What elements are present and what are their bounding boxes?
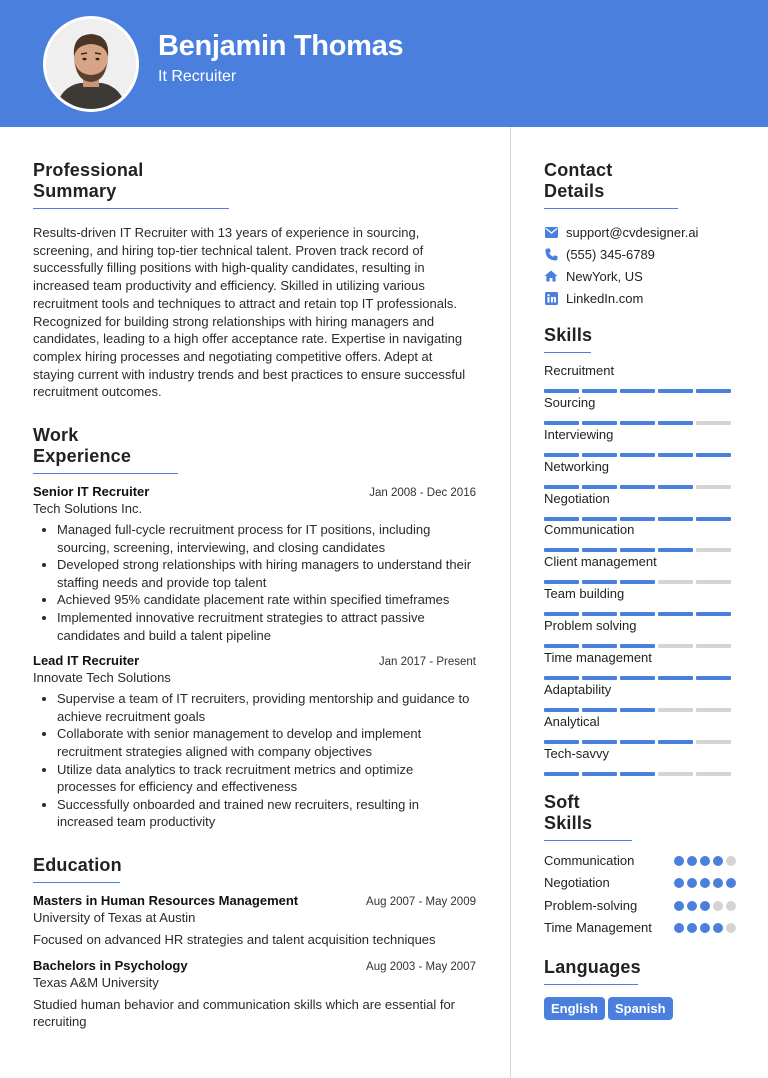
level-segment (544, 708, 579, 712)
bullet-item: • Achieved 95% candidate placement rate within specified timeframes (57, 591, 476, 609)
level-segment (620, 517, 655, 521)
soft-skill-item (544, 919, 736, 937)
rating-dot (726, 901, 736, 911)
education-date: Aug 2007 - May 2009 (366, 895, 476, 908)
level-segment (620, 708, 655, 712)
level-segment (582, 676, 617, 680)
soft-skills-section (544, 792, 736, 937)
education-header (33, 893, 476, 908)
rating-dot (726, 878, 736, 888)
candidate-name: Benjamin Thomas (158, 30, 404, 62)
level-segment (658, 772, 693, 776)
contact-text: LinkedIn.com (566, 290, 644, 306)
contact-text: (555) 345-6789 (566, 246, 655, 262)
level-segment (696, 389, 731, 393)
level-segment (582, 453, 617, 457)
skill-item (544, 491, 736, 523)
level-segment (696, 676, 731, 680)
contact-text: NewYork, US (566, 268, 643, 284)
main-column (33, 160, 476, 1031)
contact-item (544, 221, 736, 243)
job-header (33, 484, 476, 499)
rating-dot (713, 901, 723, 911)
level-segment (620, 453, 655, 457)
level-segment (658, 708, 693, 712)
education-header (33, 958, 476, 973)
skill-item (544, 363, 736, 395)
education-description: Focused on advanced HR strategies and talent acquisition techniques (33, 931, 436, 947)
level-segment (658, 453, 693, 457)
contact-list (544, 221, 736, 309)
profile-photo (46, 19, 136, 109)
job-bullets (33, 690, 476, 831)
job-entry (33, 653, 476, 831)
level-segment (582, 548, 617, 552)
level-segment (620, 772, 655, 776)
soft-skill-rating (674, 856, 736, 870)
degree-title: Masters in Human Resources Management (33, 892, 299, 908)
level-segment (544, 612, 579, 616)
level-segment (696, 517, 731, 521)
bullet-item: • Supervise a team of IT recruiters, providing mentorship and guidance to achieve recruitment goals (57, 690, 476, 725)
job-entry (33, 484, 476, 644)
level-segment (620, 421, 655, 425)
level-segment (582, 517, 617, 521)
job-list (33, 484, 476, 831)
rating-dot (687, 923, 697, 933)
language-badge: English (544, 997, 605, 1020)
section-heading: Work Experience (33, 425, 178, 474)
level-segment (582, 612, 617, 616)
level-segment (696, 485, 731, 489)
skills-section (544, 325, 736, 778)
skill-level-bar (544, 580, 736, 584)
soft-skill-rating (674, 878, 736, 892)
skill-name: Client management (544, 554, 657, 570)
skill-item (544, 554, 736, 586)
languages-section (544, 957, 736, 1020)
rating-dot (674, 901, 684, 911)
job-company: Tech Solutions Inc. (33, 501, 143, 517)
candidate-title: It Recruiter (158, 68, 237, 85)
skill-item (544, 427, 736, 459)
avatar (43, 16, 139, 112)
education-entry (33, 893, 476, 949)
education-entry (33, 958, 476, 1031)
section-heading: Skills (544, 325, 591, 353)
envelope-icon (544, 225, 558, 239)
skill-item (544, 746, 736, 778)
level-segment (620, 676, 655, 680)
level-segment (620, 389, 655, 393)
level-segment (658, 421, 693, 425)
rating-dot (674, 856, 684, 866)
level-segment (620, 485, 655, 489)
soft-skill-name: Negotiation (544, 875, 610, 891)
level-segment (658, 389, 693, 393)
education-list (33, 893, 476, 1031)
language-badge: Spanish (608, 997, 673, 1020)
summary-text: Results-driven IT Recruiter with 13 years of experience in sourcing, screening, and hiring top-tier technical talent. Proven track record of successfully filling positions with high-quality candidates, resulting in increased team productivity and efficiency. Skilled in utilizing various recruitment tools and techniques to attract and retain top IT professionals. Recognized for building strong relationships with hiring managers and candidates, leading to a high offer acceptance rate. Expertise in navigating complex hiring processes and negotiating competitive offers. Adept at staying current with industry trends and best practices to ensure successful recruitment outcomes. (33, 225, 466, 400)
bullet-item: • Collaborate with senior management to develop and implement recruitment strategies aligned with company objectives (57, 725, 476, 760)
bullet-item: • Successfully onboarded and trained new recruiters, resulting in increased team productivity (57, 796, 476, 831)
level-segment (696, 644, 731, 648)
section-heading: Soft Skills (544, 792, 632, 841)
level-segment (544, 644, 579, 648)
skill-level-bar (544, 485, 736, 489)
section-heading: Languages (544, 957, 638, 985)
skill-name: Analytical (544, 713, 600, 729)
skill-level-bar (544, 772, 736, 776)
level-segment (544, 517, 579, 521)
degree-title: Bachelors in Psychology (33, 957, 188, 973)
section-heading: Professional Summary (33, 160, 229, 209)
rating-dot (687, 856, 697, 866)
level-segment (544, 580, 579, 584)
phone-icon (544, 247, 558, 261)
level-segment (620, 580, 655, 584)
bullet-item: • Utilize data analytics to track recruitment metrics and optimize processes for efficiency and effectiveness (57, 761, 476, 796)
soft-skill-list (544, 852, 736, 937)
level-segment (544, 548, 579, 552)
rating-dot (700, 923, 710, 933)
section-heading: Education (33, 855, 120, 883)
level-segment (582, 740, 617, 744)
level-segment (696, 453, 731, 457)
skill-item (544, 618, 736, 650)
level-segment (544, 485, 579, 489)
linkedin-icon (544, 291, 558, 305)
skill-level-bar (544, 548, 736, 552)
skill-item (544, 395, 736, 427)
rating-dot (713, 856, 723, 866)
rating-dot (687, 878, 697, 888)
skill-name: Sourcing (544, 394, 596, 410)
skill-level-bar (544, 389, 736, 393)
level-segment (582, 580, 617, 584)
education-section (33, 855, 476, 1031)
level-segment (582, 708, 617, 712)
level-segment (696, 740, 731, 744)
level-segment (582, 421, 617, 425)
skill-level-bar (544, 453, 736, 457)
rating-dot (700, 856, 710, 866)
rating-dot (700, 878, 710, 888)
contact-item (544, 243, 736, 265)
contact-text: support@cvdesigner.ai (566, 224, 699, 240)
skill-name: Networking (544, 458, 610, 474)
job-title: Lead IT Recruiter (33, 653, 140, 669)
level-segment (582, 772, 617, 776)
column-divider (510, 127, 511, 1078)
level-segment (658, 485, 693, 489)
skill-item (544, 650, 736, 682)
level-segment (658, 612, 693, 616)
skill-item (544, 682, 736, 714)
level-segment (620, 644, 655, 648)
rating-dot (713, 923, 723, 933)
level-segment (658, 517, 693, 521)
experience-section (33, 425, 476, 831)
level-segment (658, 548, 693, 552)
skill-name: Recruitment (544, 363, 615, 378)
job-date: Jan 2008 - Dec 2016 (369, 487, 476, 500)
job-header (33, 653, 476, 668)
skill-item (544, 714, 736, 746)
bullet-item: • Implemented innovative recruitment strategies to attract passive candidates and build a talent pipeline (57, 609, 476, 644)
side-column (544, 160, 736, 1020)
level-segment (658, 676, 693, 680)
soft-skill-item (544, 897, 736, 915)
rating-dot (713, 878, 723, 888)
level-segment (696, 708, 731, 712)
level-segment (620, 740, 655, 744)
skill-name: Team building (544, 586, 625, 602)
skill-item (544, 586, 736, 618)
level-segment (658, 580, 693, 584)
level-segment (544, 389, 579, 393)
level-segment (696, 548, 731, 552)
skill-name: Adaptability (544, 681, 612, 697)
rating-dot (674, 923, 684, 933)
bullet-item: • Developed strong relationships with hiring managers to understand their staffing needs and provide top talent (57, 556, 476, 591)
skill-level-bar (544, 708, 736, 712)
soft-skill-item (544, 874, 736, 892)
level-segment (658, 740, 693, 744)
header-banner (0, 0, 768, 127)
school-name: University of Texas at Austin (33, 909, 196, 925)
school-name: Texas A&M University (33, 974, 159, 990)
soft-skill-item (544, 852, 736, 870)
skill-level-bar (544, 644, 736, 648)
level-segment (544, 676, 579, 680)
level-segment (696, 421, 731, 425)
level-segment (582, 644, 617, 648)
rating-dot (726, 923, 736, 933)
summary-section (33, 160, 476, 401)
soft-skill-name: Time Management (544, 920, 652, 936)
rating-dot (674, 878, 684, 888)
soft-skill-name: Problem-solving (544, 897, 638, 913)
skill-level-bar (544, 612, 736, 616)
skill-name: Communication (544, 522, 635, 538)
skill-name: Problem solving (544, 618, 637, 634)
soft-skill-name: Communication (544, 852, 635, 868)
level-segment (696, 612, 731, 616)
skill-name: Time management (544, 650, 652, 666)
skill-name: Tech-savvy (544, 745, 610, 761)
level-segment (544, 453, 579, 457)
skill-level-bar (544, 740, 736, 744)
home-icon (544, 269, 558, 283)
level-segment (696, 772, 731, 776)
rating-dot (700, 901, 710, 911)
job-bullets (33, 521, 476, 644)
skill-list (544, 363, 736, 778)
education-date: Aug 2003 - May 2007 (366, 960, 476, 973)
job-date: Jan 2017 - Present (378, 656, 476, 669)
skill-level-bar (544, 517, 736, 521)
level-segment (544, 772, 579, 776)
skill-level-bar (544, 676, 736, 680)
level-segment (658, 644, 693, 648)
section-heading: Contact Details (544, 160, 678, 209)
job-company: Innovate Tech Solutions (33, 670, 171, 686)
skill-item (544, 459, 736, 491)
language-list (544, 997, 736, 1020)
contact-item (544, 287, 736, 309)
soft-skill-rating (674, 901, 736, 915)
soft-skill-rating (674, 923, 736, 937)
skill-name: Interviewing (544, 426, 614, 442)
rating-dot (726, 856, 736, 866)
level-segment (582, 485, 617, 489)
bullet-item: • Managed full-cycle recruitment process for IT positions, including sourcing, screening, interviewing, and closing candidates (57, 521, 476, 556)
level-segment (620, 612, 655, 616)
level-segment (620, 548, 655, 552)
level-segment (544, 421, 579, 425)
job-title: Senior IT Recruiter (33, 484, 150, 500)
skill-level-bar (544, 421, 736, 425)
skill-item (544, 522, 736, 554)
skill-name: Negotiation (544, 490, 610, 506)
level-segment (544, 740, 579, 744)
education-description: Studied human behavior and communication skills which are essential for recruiting (33, 996, 455, 1030)
rating-dot (687, 901, 697, 911)
level-segment (696, 580, 731, 584)
contact-section (544, 160, 736, 309)
level-segment (582, 389, 617, 393)
contact-item (544, 265, 736, 287)
